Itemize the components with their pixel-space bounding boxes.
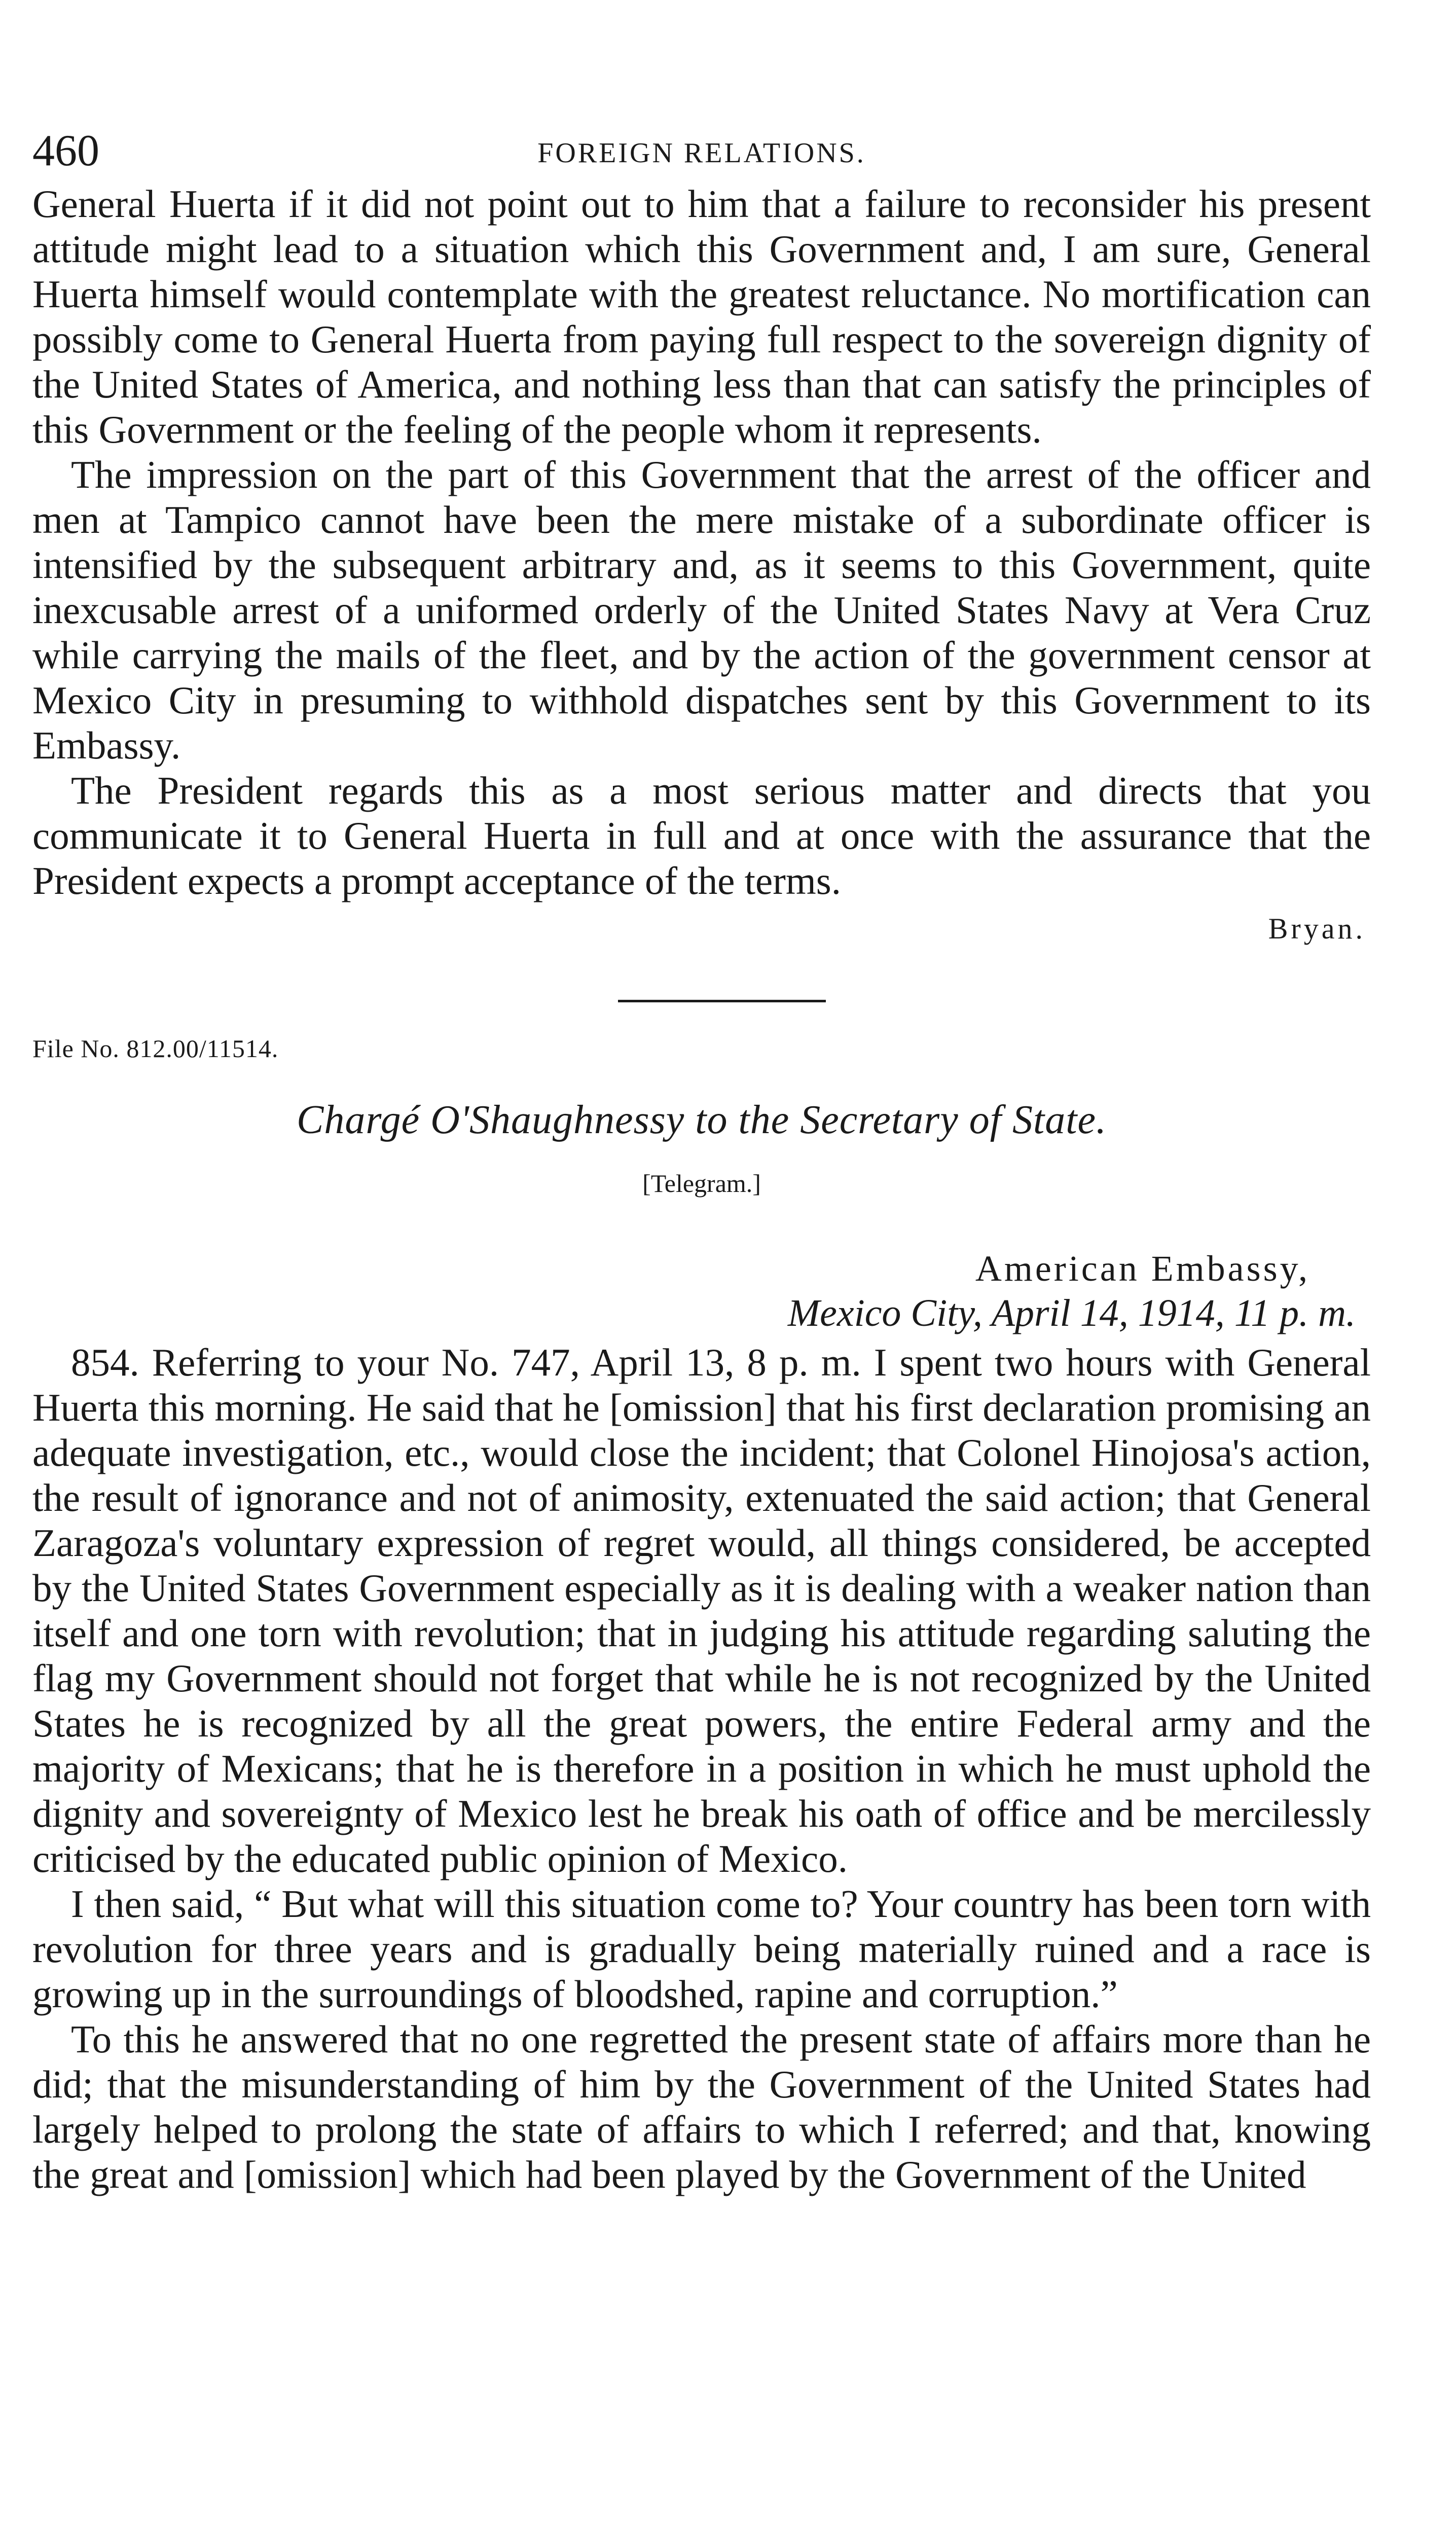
paragraph: The impression on the part of this Government that the arrest of the officer and men at Tampico cannot have been the mere mistake of a subordinate officer is intensified by the subsequent arbitrary and, as it seems to this Government, quite inexcusable arrest of a uniformed orderly of the United States Navy at Vera Cruz while carrying the mails of the fleet, and by the action of the government censor at Mexico City in presuming to withhold dispatches sent by this Government to its Embassy.	[32, 453, 1371, 767]
sender-place: American Embassy,	[975, 1248, 1310, 1289]
document-title: Chargé O'Shaughnessy to the Secretary of State.	[297, 1098, 1107, 1142]
paragraph: General Huerta if it did not point out to him that a failure to reconsider his present attitude might lead to a situation which this Government and, I am sure, General Huerta himself would contemplate with the greatest reluctance. No mortification can possibly come to General Huerta from paying full respect to the sovereign dignity of the United States of America, and nothing less than that can satisfy the principles of this Government or the feeling of the people whom it represents.	[32, 182, 1371, 451]
running-header	[32, 126, 1371, 182]
telegram-body	[32, 1340, 1371, 2197]
section-divider	[618, 1000, 826, 1002]
paragraph: The President regards this as a most serious matter and directs that you communicate it to General Huerta in full and at once with the assurance that the President expects a prompt acceptance of the terms.	[32, 769, 1371, 902]
paragraph: I then said, “ But what will this situation come to? Your country has been torn with revolution for three years and is gradually being materially ruined and a race is growing up in the surroundings of bloodshed, rapine and corruption.”	[32, 1882, 1371, 2016]
page-number: 460	[32, 126, 99, 175]
paragraph: 854. Referring to your No. 747, April 13, 8 p. m. I spent two hours with General Huerta this morning. He said that he [omission] that his first declaration promising an adequate investigation, etc., would close the incident; that Colonel Hinojosa's action, the result of ignorance and not of animosity, extenuated the said action; that General Zaragoza's voluntary expression of regret would, all things considered, be accepted by the United States Government especially as it is dealing with a weaker nation than itself and one torn with revolution; that in judging his attitude regarding saluting the flag my Government should not forget that while he is not recognized by the United States he is recognized by all the great powers, the entire Federal army and the majority of Mexicans; that he is therefore in a position in which he must uphold the dignity and sovereignty of Mexico lest he break his oath of office and be mercilessly criticised by the educated public opinion of Mexico.	[32, 1341, 1371, 1880]
running-title: FOREIGN RELATIONS.	[537, 137, 866, 169]
letter-body	[32, 182, 1371, 903]
dateline: Mexico City, April 14, 1914, 11 p. m.	[787, 1292, 1356, 1334]
paragraph: To this he answered that no one regretted the present state of affairs more than he did; that the misunderstanding of him by the Government of the United States had largely helped to prolong the state of affairs to which I referred; and that, knowing the great and [omission] which had been played by the Government of the United	[32, 2017, 1371, 2196]
file-number: File No. 812.00/11514.	[32, 1034, 279, 1063]
document-page	[32, 0, 1371, 2197]
signature: Bryan.	[1268, 912, 1366, 945]
document-type: [Telegram.]	[642, 1169, 761, 1198]
